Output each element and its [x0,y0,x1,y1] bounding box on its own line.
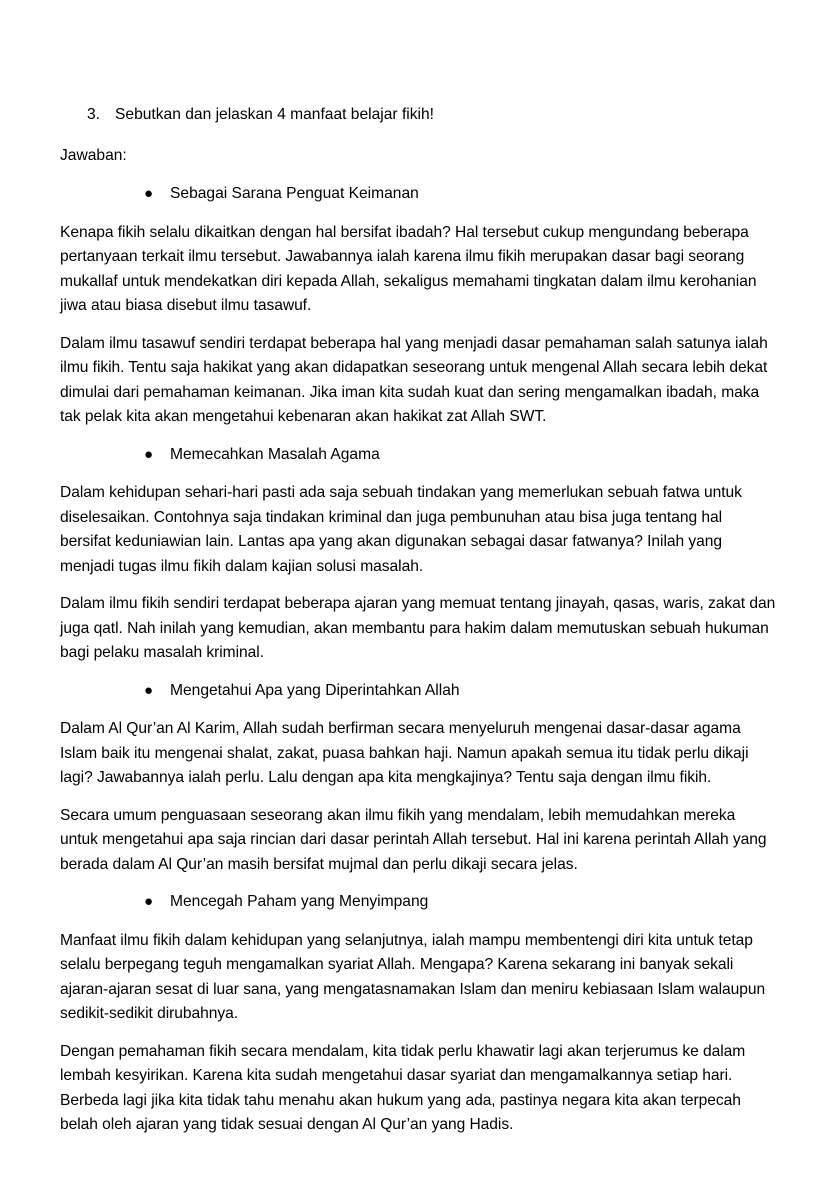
paragraph: Secara umum penguasaan seseorang akan ilmu fikih yang mendalam, lebih memudahkan mereka untuk mengetahui apa saja rincian dari dasar perintah Allah tersebut. Hal ini karena perintah Allah yang berada dalam Al Qur’an masih bersifat mujmal dan perlu dikaji secara jelas. [60,806,767,873]
paragraph: Dalam kehidupan sehari-hari pasti ada saja sebuah tindakan yang memerlukan sebuah fatwa untuk diselesaikan. Contohnya saja tindakan kriminal dan juga pembunuhan atau bisa juga tentang hal bersifat keduniawian lain. Lantas apa yang akan digunakan sebagai dasar fatwanya? Inilah yang menjadi tugas ilmu fikih dalam kajian solusi masalah. [60,484,742,575]
paragraph: Dengan pemahaman fikih secara mendalam, kita tidak perlu khawatir lagi akan terjerumus ke dalam lembah kesyirikan. Karena kita sudah mengetahui dasar syariat dan mengamalkannya setiap hari. Berbeda lagi jika kita tidak tahu menahu akan hukum yang ada, pastinya negara kita akan terpecah belah oleh ajaran yang tidak sesuai dengan Al Qur’an yang Hadis. [60,1042,746,1133]
section-heading: Memecahkan Masalah Agama [170,445,380,463]
question-text: Sebutkan dan jelaskan 4 manfaat belajar fikih! [115,106,435,123]
paragraph: Dalam Al Qur’an Al Karim, Allah sudah berfirman secara menyeluruh mengenai dasar-dasar agama Islam baik itu mengenai shalat, zakat, puasa bahkan haji. Namun apakah semua itu tidak perlu dikaji lagi? Jawabannya ialah perlu. Lalu dengan apa kita mengkajinya? Tentu saja dengan ilmu fikih. [60,720,749,786]
section-heading: Sebagai Sarana Penguat Keimanan [170,185,419,202]
bullet-dot-icon: ● [144,893,154,910]
paragraph: Dalam ilmu tasawuf sendiri terdapat beberapa hal yang menjadi dasar pemahaman salah satunya ialah ilmu fikih. Tentu saja hakikat yang akan didapatkan seseorang untuk mengenal Allah secara lebih dekat dimulai dari pemahaman keimanan. Jika iman kita sudah kuat dan sering mengamalkan ibadah, maka tak pelak kita akan mengetahui kebenaran akan hakikat zat Allah SWT. [60,334,768,425]
bullet-dot-icon: ● [144,681,154,699]
paragraph: Kenapa fikih selalu dikaitkan dengan hal bersifat ibadah? Hal tersebut cukup mengundang beberapa pertanyaan terkait ilmu tersebut. Jawabannya ialah karena ilmu fikih merupakan dasar bagi seorang mukallaf untuk mendekatkan diri kepada Allah, sekaligus memahami tingkatan dalam ilmu kerohanian jiwa atau biasa disebut ilmu tasawuf. [60,223,757,314]
paragraph: Manfaat ilmu fikih dalam kehidupan yang selanjutnya, ialah mampu membentengi diri kita untuk tetap selalu berpegang teguh mengamalkan syariat Allah. Mengapa? Karena sekarang ini banyak sekali ajaran-ajaran sesat di luar sana, yang mengatasnamakan Islam dan meniru kebiasaan Islam walaupun sedikit-sedikit dirubahnya. [60,931,766,1022]
bullet-heading [60,890,776,915]
bullet-heading [60,443,776,468]
section-heading: Mencegah Paham yang Menyimpang [170,893,429,910]
question-item [60,103,776,128]
answer-label: Jawaban: [60,146,127,164]
bullet-heading [60,679,776,704]
bullet-heading [60,182,776,207]
bullet-dot-icon: ● [144,445,154,463]
section-heading: Mengetahui Apa yang Diperintahkan Allah [170,681,460,699]
question-number: 3. [87,106,101,123]
bullet-dot-icon: ● [144,185,154,202]
paragraph: Dalam ilmu fikih sendiri terdapat beberapa ajaran yang memuat tentang jinayah, qasas, waris, zakat dan juga qatl. Nah inilah yang kemudian, akan membantu para hakim dalam memutuskan sebuah hukuman bagi pelaku masalah kriminal. [60,595,776,661]
